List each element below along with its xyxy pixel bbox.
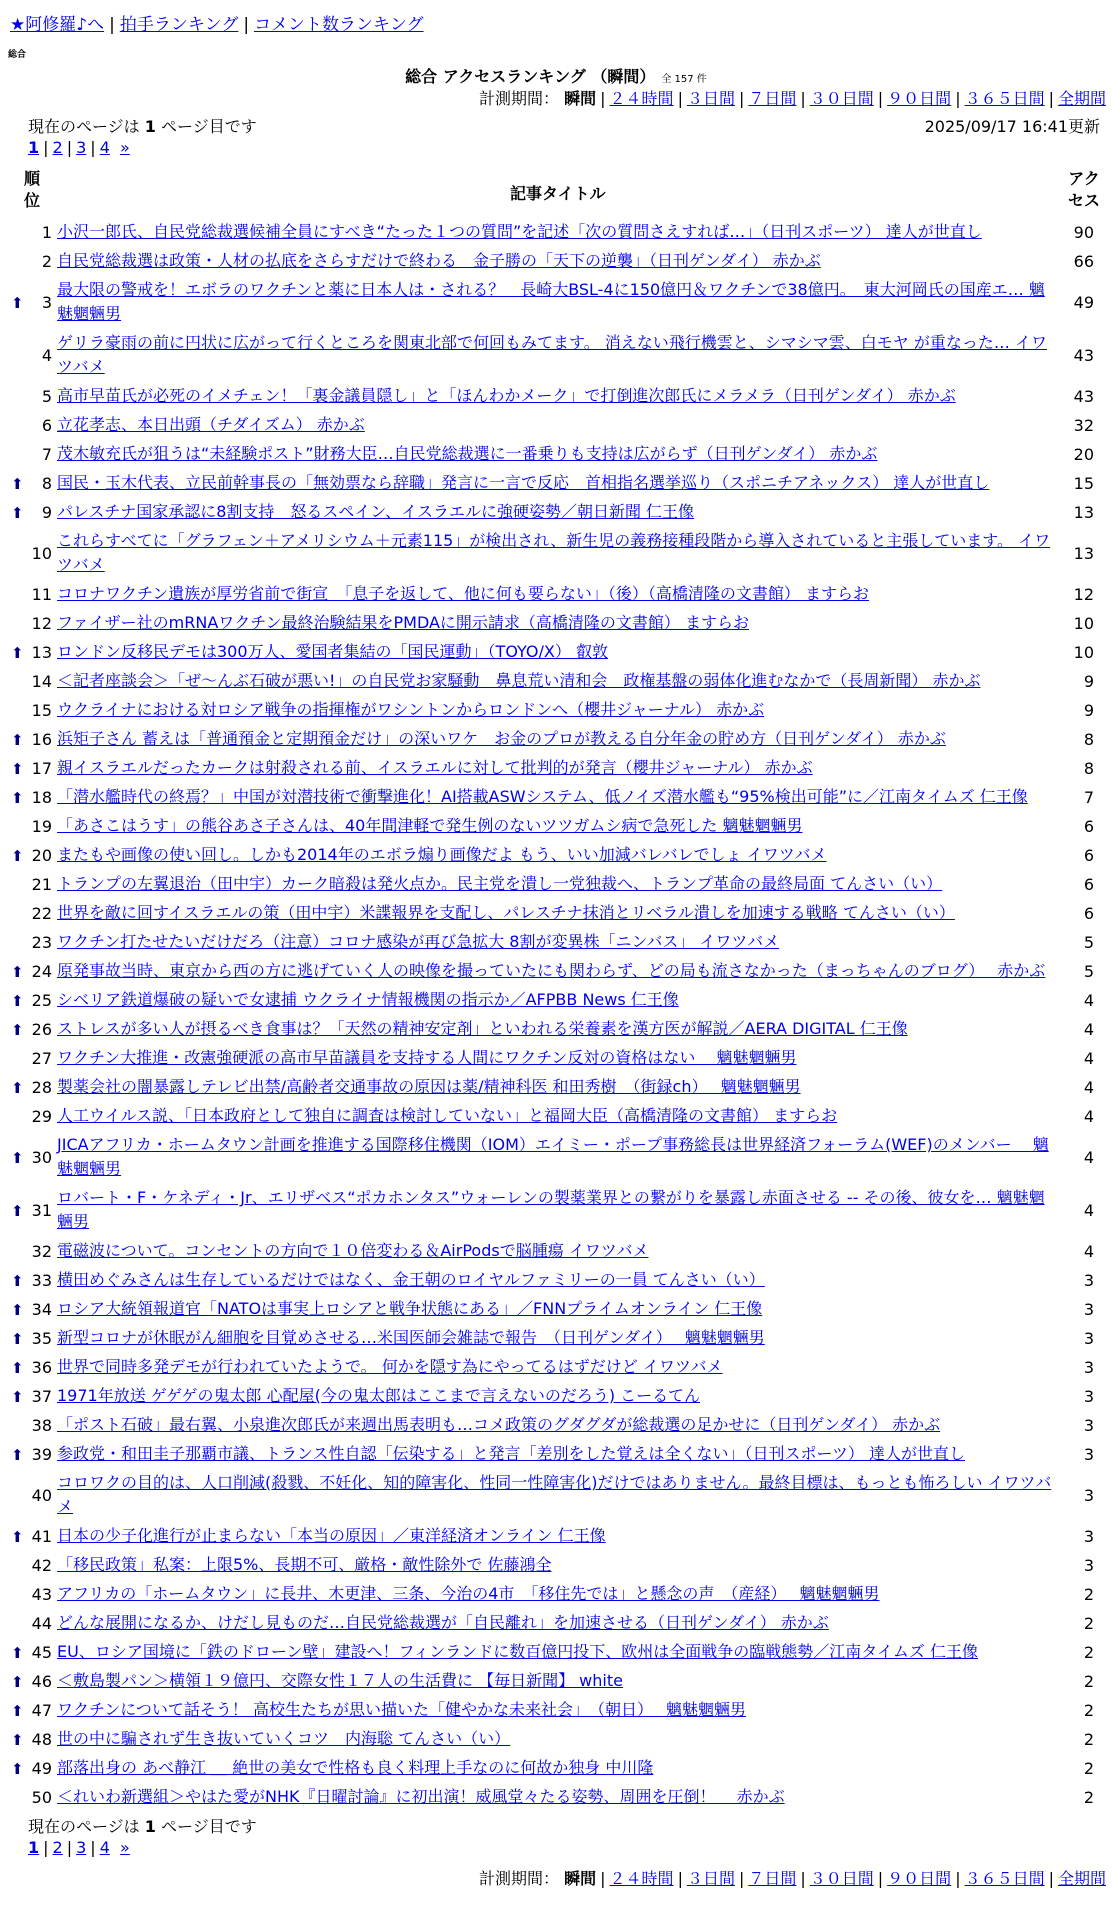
article-title-link[interactable]: 日本の少子化進行が止まらない「本当の原因」／東洋経済オンライン 仁王像 [57, 1526, 606, 1545]
access-count: 3 [1083, 1555, 1094, 1575]
article-title-link[interactable]: 横田めぐみさんは生存しているだけではなく、金王朝のロイヤルファミリーの一員 てんさい（い） [57, 1270, 765, 1289]
rank-up-arrow-icon: ⬆ [11, 730, 24, 749]
article-title-link[interactable]: 自民党総裁選は政策・人材の払底をさらすだけで終わる 金子勝の「天下の逆襲」（日刊ゲンダイ） 赤かぶ [57, 251, 821, 270]
period-selector-top: 計測期間： 瞬間 | ２４時間 | ３日間 | ７日間 | ３０日間 | ９０日間 | ３６５日間 | 全期間 [479, 89, 1106, 108]
article-title-link[interactable]: 製薬会社の闇暴露しテレビ出禁/高齢者交通事故の原因は薬/精神科医 和田秀樹 （街録ch） 魑魅魍魎男 [57, 1077, 801, 1096]
period-current: 瞬間 [564, 89, 597, 108]
rank-up-arrow-icon: ⬆ [11, 503, 24, 522]
period-365d[interactable]: ３６５日間 [964, 89, 1045, 108]
table-row [0, 609, 1112, 638]
table-header [0, 164, 1112, 218]
page-next-link[interactable]: » [120, 138, 130, 157]
article-title-link[interactable]: 世界で同時多発デモが行われていたようで。 何かを隠す為にやってるはずだけど イワツバメ [57, 1357, 723, 1376]
rank-number: 14 [31, 671, 52, 691]
article-title-link[interactable]: 人工ウイルス説、「日本政府として独自に調査は検討していない」と福岡大臣（高橋清隆の文書館） ますらお [57, 1106, 838, 1125]
table-row [0, 1382, 1112, 1411]
period-label: 計測期間： [479, 1869, 560, 1888]
access-count: 6 [1083, 845, 1094, 865]
article-title-link[interactable]: アフリカの「ホームタウン」に長井、木更津、三条、今治の4市 「移住先では」と懸念の声 （産経） 魑魅魍魎男 [57, 1584, 880, 1603]
table-row [0, 1044, 1112, 1073]
table-row [0, 411, 1112, 440]
table-row [0, 1754, 1112, 1783]
table-row [0, 527, 1112, 580]
access-count: 2 [1083, 1584, 1094, 1604]
article-title-link[interactable]: 立花孝志、本日出頭（チダイズム） 赤かぶ [57, 415, 365, 434]
header-title: 記事タイトル [510, 184, 606, 203]
table-row [0, 1324, 1112, 1353]
access-count: 4 [1083, 1200, 1094, 1220]
rank-number: 22 [31, 903, 52, 923]
article-title-link[interactable]: 国民・玉木代表、立民前幹事長の「無効票なら辞職」発言に一言で反応 首相指名選挙巡り（スポニチアネックス） 達人が世直し [57, 473, 990, 492]
period-label: 計測期間： [479, 89, 560, 108]
period-3d[interactable]: ３日間 [686, 1869, 735, 1888]
article-title-link[interactable]: シベリア鉄道爆破の疑いで女逮捕 ウクライナ情報機関の指示か／AFPBB News 仁王像 [57, 990, 679, 1009]
article-title-link[interactable]: 「ポスト石破」最右翼、小泉進次郎氏が来週出馬表明も…コメ政策のグダグダが総裁選の足かせに（日刊ゲンダイ） 赤かぶ [57, 1415, 941, 1434]
article-title-link[interactable]: 小沢一郎氏、自民党総裁選候補全員にすべき“たった１つの質問”を記述「次の質問さえすれば…」（日刊スポーツ） 達人が世直し [57, 222, 982, 241]
article-title-link[interactable]: またもや画像の使い回し。しかも2014年のエボラ煽り画像だよ もう、いい加減バレバレでしょ イワツバメ [57, 845, 827, 864]
table-row [0, 440, 1112, 469]
rank-number: 18 [31, 787, 52, 807]
table-row [0, 1609, 1112, 1638]
rank-number: 4 [41, 345, 52, 365]
rank-number: 37 [31, 1386, 52, 1406]
table-row [0, 638, 1112, 667]
rank-number: 17 [31, 758, 52, 778]
rank-number: 7 [41, 444, 52, 464]
access-count: 3 [1083, 1386, 1094, 1406]
rank-number: 31 [31, 1200, 52, 1220]
article-title-link[interactable]: ゲリラ豪雨の前に円状に広がって行くところを関東北部で何回もみてます。 消えない飛行機雲と、シマシマ雲、白モヤ が重なった… イワツバメ [57, 333, 1047, 376]
article-title-link[interactable]: 新型コロナが休眠がん細胞を目覚めさせる…米国医師会雑誌で報告 （日刊ゲンダイ） 魑魅魍魎男 [57, 1328, 765, 1347]
access-count: 12 [1073, 584, 1094, 604]
access-count: 4 [1083, 1048, 1094, 1068]
table-row [0, 1411, 1112, 1440]
ranking-title: 総合 アクセスランキング （瞬間） [405, 67, 656, 86]
rank-number: 36 [31, 1357, 52, 1377]
period-24h[interactable]: ２４時間 [609, 89, 674, 108]
rank-number: 29 [31, 1106, 52, 1126]
period-7d[interactable]: ７日間 [748, 1869, 797, 1888]
table-row [0, 1469, 1112, 1522]
period-selector-bottom: 計測期間： 瞬間 | ２４時間 | ３日間 | ７日間 | ３０日間 | ９０日間 | ３６５日間 | 全期間 [479, 1869, 1106, 1888]
table-row [0, 1783, 1112, 1812]
access-count: 3 [1083, 1328, 1094, 1348]
article-title-link[interactable]: 部落出身の あべ静江 ＿ 絶世の美女で性格も良く料理上手なのに何故か独身 中川隆 [57, 1758, 654, 1777]
total-count: 全 157 件 [661, 74, 707, 85]
rank-up-arrow-icon: ⬆ [11, 1672, 24, 1691]
table-row [0, 469, 1112, 498]
access-count: 2 [1083, 1671, 1094, 1691]
page-link-2[interactable]: 2 [52, 1838, 63, 1857]
rank-up-arrow-icon: ⬆ [11, 1148, 24, 1167]
period-90d[interactable]: ９０日間 [887, 1869, 952, 1888]
access-count: 43 [1073, 345, 1094, 365]
article-title-link[interactable]: 「潜水艦時代の終焉？」中国が対潜技術で衝撃進化！AI搭載ASWシステム、低ノイズ潜水艦も“95%検出可能”に／江南タイムズ 仁王像 [57, 787, 1028, 806]
article-title-link[interactable]: 最大限の警戒を！エボラのワクチンと薬に日本人は・される？ 長崎大BSL-4に150億円＆ワクチンで38億円。 東大河岡氏の国産エ… 魑魅魍魎男 [57, 280, 1045, 323]
table-row [0, 1667, 1112, 1696]
period-30d[interactable]: ３０日間 [809, 89, 874, 108]
rank-up-arrow-icon: ⬆ [11, 1643, 24, 1662]
rank-number: 20 [31, 845, 52, 865]
category-tag: 総合 [8, 50, 27, 60]
rank-number: 38 [31, 1415, 52, 1435]
table-row [0, 1580, 1112, 1609]
access-count: 15 [1073, 473, 1094, 493]
access-count: 6 [1083, 874, 1094, 894]
rank-number: 9 [41, 502, 52, 522]
period-all[interactable]: 全期間 [1057, 1869, 1106, 1888]
access-count: 20 [1073, 444, 1094, 464]
access-count: 13 [1073, 543, 1094, 563]
access-count: 66 [1073, 251, 1094, 271]
table-row [0, 1440, 1112, 1469]
rank-number: 19 [31, 816, 52, 836]
ranking-list [0, 218, 1112, 1812]
page-link-4[interactable]: 4 [99, 138, 110, 157]
rank-up-arrow-icon: ⬆ [11, 1759, 24, 1778]
access-count: 6 [1083, 903, 1094, 923]
access-count: 6 [1083, 816, 1094, 836]
rank-number: 45 [31, 1642, 52, 1662]
table-row [0, 1015, 1112, 1044]
rank-up-arrow-icon: ⬆ [11, 991, 24, 1010]
table-row [0, 986, 1112, 1015]
rank-number: 16 [31, 729, 52, 749]
article-title-link[interactable]: ワクチンについて話そう！ 高校生たちが思い描いた「健やかな未来社会」 （朝日） 魑魅魍魎男 [57, 1700, 747, 1719]
access-count: 4 [1083, 1147, 1094, 1167]
article-title-link[interactable]: 世界を敵に回すイスラエルの策（田中宇）米諜報界を支配し、パレスチナ抹消とリベラル潰しを加速する戦略 てんさい（い） [57, 903, 955, 922]
table-row [0, 957, 1112, 986]
separator: | [109, 15, 115, 35]
rank-up-arrow-icon: ⬆ [11, 788, 24, 807]
access-count: 8 [1083, 729, 1094, 749]
access-count: 2 [1083, 1613, 1094, 1633]
rank-number: 15 [31, 700, 52, 720]
rank-number: 10 [31, 543, 52, 563]
period-current: 瞬間 [564, 1869, 597, 1888]
period-365d[interactable]: ３６５日間 [964, 1869, 1045, 1888]
rank-number: 32 [31, 1241, 52, 1261]
article-title-link[interactable]: ウクライナにおける対ロシア戦争の指揮権がワシントンからロンドンへ（櫻井ジャーナル） 赤かぶ [57, 700, 765, 719]
table-row [0, 1295, 1112, 1324]
current-page-text-bottom: 現在のページは 1 ページ目です [28, 1817, 257, 1836]
table-row [0, 498, 1112, 527]
rank-up-arrow-icon: ⬆ [11, 1701, 24, 1720]
article-title-link[interactable]: 「あさこはうす」の熊谷あさ子さんは、40年間津軽で発生例のないツツガムシ病で急死した 魑魅魍魎男 [57, 816, 803, 835]
rank-up-arrow-icon: ⬆ [11, 1300, 24, 1319]
article-title-link[interactable]: 高市早苗氏が必死のイメチェン！「裏金議員隠し」と「ほんわかメーク」で打倒進次郎氏にメラメラ（日刊ゲンダイ） 赤かぶ [57, 386, 956, 405]
rank-number: 5 [41, 386, 52, 406]
table-row [0, 1266, 1112, 1295]
header-access: アクセス [1067, 169, 1100, 210]
access-count: 4 [1083, 1106, 1094, 1126]
access-count: 3 [1083, 1485, 1094, 1505]
access-count: 9 [1083, 671, 1094, 691]
article-title-link[interactable]: コロワクの目的は、人口削減(殺戮、不妊化、知的障害化、性同一性障害化)だけではありません。最終目標は、もっとも怖ろしい イワツバメ [57, 1473, 1052, 1516]
article-title-link[interactable]: ワクチン大推進・改憲強硬派の高市早苗議員を支持する人間にワクチン反対の資格はない 魑魅魍魎男 [57, 1048, 797, 1067]
rank-number: 27 [31, 1048, 52, 1068]
access-count: 2 [1083, 1787, 1094, 1807]
article-title-link[interactable]: ファイザー社のmRNAワクチン最終治験結果をPMDAに開示請求（高橋清隆の文書館） ますらお [57, 613, 750, 632]
article-title-link[interactable]: ＜れいわ新選組＞やはた愛がNHK『日曜討論』に初出演！威風堂々たる姿勢、周囲を圧倒！ 赤かぶ [57, 1787, 785, 1806]
table-row [0, 1353, 1112, 1382]
rank-up-arrow-icon: ⬆ [11, 643, 24, 662]
rank-number: 46 [31, 1671, 52, 1691]
rank-number: 43 [31, 1584, 52, 1604]
access-count: 13 [1073, 502, 1094, 522]
period-24h[interactable]: ２４時間 [609, 1869, 674, 1888]
table-row [0, 1073, 1112, 1102]
table-row [0, 899, 1112, 928]
access-count: 3 [1083, 1270, 1094, 1290]
table-row [0, 1638, 1112, 1667]
access-count: 4 [1083, 990, 1094, 1010]
pager-bottom: 1 | 2 | 3 | 4 » [28, 1838, 130, 1857]
article-title-link[interactable]: 電磁波について。コンセントの方向で１０倍変わる＆AirPodsで脳腫瘍 イワツバメ [57, 1241, 649, 1260]
page-link-3[interactable]: 3 [76, 1838, 87, 1857]
top-links [10, 10, 424, 35]
rank-up-arrow-icon: ⬆ [11, 474, 24, 493]
article-title-link[interactable]: コロナワクチン遺族が厚労省前で街宣 「息子を返して、他に何も要らない」（後）（高橋清隆の文書館） ますらお [57, 584, 869, 603]
period-3d[interactable]: ３日間 [686, 89, 735, 108]
page-link-2[interactable]: 2 [52, 138, 63, 157]
access-count: 32 [1073, 415, 1094, 435]
pager-top: 1 | 2 | 3 | 4 » [28, 138, 130, 157]
article-title-link[interactable]: どんな展開になるか、けだし見ものだ…自民党総裁選が「自民離れ」を加速させる（日刊ゲンダイ） 赤かぶ [57, 1613, 829, 1632]
access-count: 3 [1083, 1526, 1094, 1546]
header-rank: 順位 [23, 169, 40, 210]
access-count: 3 [1083, 1299, 1094, 1319]
article-title-link[interactable]: これらすべてに「グラフェン＋アメリシウム＋元素115」が検出され、新生児の義務接種段階から導入されていると主張しています。 イワツバメ [57, 531, 1051, 574]
rank-number: 24 [31, 961, 52, 981]
rank-up-arrow-icon: ⬆ [11, 1445, 24, 1464]
page-link-3[interactable]: 3 [76, 138, 87, 157]
table-row [0, 928, 1112, 957]
rank-number: 3 [41, 292, 52, 312]
rank-number: 8 [41, 473, 52, 493]
access-count: 10 [1073, 613, 1094, 633]
rank-number: 48 [31, 1729, 52, 1749]
access-count: 43 [1073, 386, 1094, 406]
article-title-link[interactable]: ロンドン反移民デモは300万人、愛国者集結の「国民運動」（TOYO/X） 叡敦 [57, 642, 608, 661]
rank-up-arrow-icon: ⬆ [11, 846, 24, 865]
table-row [0, 1184, 1112, 1237]
access-count: 3 [1083, 1415, 1094, 1435]
access-count: 3 [1083, 1444, 1094, 1464]
rank-number: 35 [31, 1328, 52, 1348]
article-title-link[interactable]: 原発事故当時、東京から西の方に逃げていく人の映像を撮っていたにも関わらず、どの局も流さなかった（まっちゃんのブログ） 赤かぶ [57, 961, 1046, 980]
rank-up-arrow-icon: ⬆ [11, 1387, 24, 1406]
article-title-link[interactable]: ロバート・F・ケネディ・Jr、エリザベス“ポカホンタス”ウォーレンの製薬業界との繋がりを暴露し赤面させる -- その後、彼女を… 魑魅魍魎男 [57, 1188, 1045, 1231]
page-link-current[interactable]: 1 [28, 1838, 40, 1857]
table-row [0, 247, 1112, 276]
article-title-link[interactable]: 「移民政策」私案：上限5%、長期不可、厳格・敵性除外で 佐藤鴻全 [57, 1555, 552, 1574]
page-link-current[interactable]: 1 [28, 138, 40, 157]
rank-up-arrow-icon: ⬆ [11, 1527, 24, 1546]
access-count: 3 [1083, 1357, 1094, 1377]
rank-number: 47 [31, 1700, 52, 1720]
access-count: 5 [1083, 932, 1094, 952]
article-title-link[interactable]: 参政党・和田圭子那覇市議、トランス性自認「伝染する」と発言「差別をした覚えは全くない」（日刊スポーツ） 達人が世直し [57, 1444, 965, 1463]
rank-number: 1 [41, 222, 52, 242]
table-row [0, 696, 1112, 725]
rank-number: 6 [41, 415, 52, 435]
page-title [0, 64, 1112, 87]
table-row [0, 276, 1112, 329]
rank-up-arrow-icon: ⬆ [11, 1358, 24, 1377]
table-row [0, 1551, 1112, 1580]
access-count: 4 [1083, 1241, 1094, 1261]
table-row [0, 667, 1112, 696]
article-title-link[interactable]: パレスチナ国家承認に8割支持 怒るスペイン、イスラエルに強硬姿勢／朝日新聞 仁王像 [57, 502, 695, 521]
rank-number: 30 [31, 1147, 52, 1167]
rank-number: 25 [31, 990, 52, 1010]
current-page-text-top: 現在のページは 1 ページ目です [28, 117, 257, 136]
table-row [0, 1237, 1112, 1266]
article-title-link[interactable]: 茂木敏充氏が狙うは“未経験ポスト”財務大臣…自民党総裁選に一番乗りも支持は広がらず（日刊ゲンダイ） 赤かぶ [57, 444, 878, 463]
rank-number: 40 [31, 1485, 52, 1505]
access-count: 2 [1083, 1642, 1094, 1662]
access-count: 90 [1073, 222, 1094, 242]
rank-up-arrow-icon: ⬆ [11, 1730, 24, 1749]
rank-number: 42 [31, 1555, 52, 1575]
rank-up-arrow-icon: ⬆ [11, 962, 24, 981]
access-count: 8 [1083, 758, 1094, 778]
article-title-link[interactable]: トランプの左翼退治（田中宇）カーク暗殺は発火点か。民主党を潰し一党独裁へ、トランプ革命の最終局面 てんさい（い） [57, 874, 943, 893]
access-count: 7 [1083, 787, 1094, 807]
article-title-link[interactable]: 世の中に騙されず生き抜いていくコツ 内海聡 てんさい（い） [57, 1729, 511, 1748]
link-comment-ranking[interactable]: コメント数ランキング [254, 15, 424, 35]
table-row [0, 329, 1112, 382]
page-next-link[interactable]: » [120, 1838, 130, 1857]
access-count: 4 [1083, 1019, 1094, 1039]
article-title-link[interactable]: ＜敷島製パン＞横領１９億円、交際女性１７人の生活費に 【毎日新聞】 white [57, 1671, 623, 1690]
table-row [0, 841, 1112, 870]
access-count: 5 [1083, 961, 1094, 981]
access-count: 2 [1083, 1700, 1094, 1720]
rank-up-arrow-icon: ⬆ [11, 1078, 24, 1097]
article-title-link[interactable]: ロシア大統領報道官「NATOは事実上ロシアと戦争状態にある」／FNNプライムオンライン 仁王像 [57, 1299, 763, 1318]
access-count: 2 [1083, 1758, 1094, 1778]
access-count: 10 [1073, 642, 1094, 662]
article-title-link[interactable]: 浜矩子さん 蓄えは「普通預金と定期預金だけ」の深いワケ お金のプロが教える自分年金の貯め方（日刊ゲンダイ） 赤かぶ [57, 729, 946, 748]
access-count: 49 [1073, 292, 1094, 312]
rank-number: 50 [31, 1787, 52, 1807]
article-title-link[interactable]: 1971年放送 ゲゲゲの鬼太郎 心配屋(今の鬼太郎はここまで言えないのだろう) こーるてん [57, 1386, 701, 1405]
access-count: 4 [1083, 1077, 1094, 1097]
period-all[interactable]: 全期間 [1057, 89, 1106, 108]
rank-number: 21 [31, 874, 52, 894]
table-row [0, 725, 1112, 754]
rank-up-arrow-icon: ⬆ [11, 1271, 24, 1290]
access-count: 9 [1083, 700, 1094, 720]
rank-number: 13 [31, 642, 52, 662]
article-title-link[interactable]: EU、ロシア国境に「鉄のドローン壁」建設へ！フィンランドに数百億円投下、欧州は全面戦争の臨戦態勢／江南タイムズ 仁王像 [57, 1642, 978, 1661]
article-title-link[interactable]: JICAアフリカ・ホームタウン計画を推進する国際移住機関（IOM）エイミー・ポープ事務総長は世界経済フォーラム(WEF)のメンバー 魑魅魍魎男 [57, 1135, 1049, 1178]
table-row [0, 218, 1112, 247]
rank-number: 44 [31, 1613, 52, 1633]
table-row [0, 1725, 1112, 1754]
rank-up-arrow-icon: ⬆ [11, 1329, 24, 1348]
rank-up-arrow-icon: ⬆ [11, 759, 24, 778]
link-applause-ranking[interactable]: 拍手ランキング [119, 15, 239, 35]
table-row [0, 1131, 1112, 1184]
period-90d[interactable]: ９０日間 [887, 89, 952, 108]
table-row [0, 754, 1112, 783]
period-30d[interactable]: ３０日間 [809, 1869, 874, 1888]
rank-number: 11 [31, 584, 52, 604]
rank-up-arrow-icon: ⬆ [11, 1201, 24, 1220]
rank-number: 28 [31, 1077, 52, 1097]
table-row [0, 382, 1112, 411]
rank-number: 26 [31, 1019, 52, 1039]
period-7d[interactable]: ７日間 [748, 89, 797, 108]
table-row [0, 870, 1112, 899]
table-row [0, 1102, 1112, 1131]
rank-number: 33 [31, 1270, 52, 1290]
rank-number: 41 [31, 1526, 52, 1546]
rank-up-arrow-icon: ⬆ [11, 1020, 24, 1039]
rank-up-arrow-icon: ⬆ [11, 293, 24, 312]
table-row [0, 1696, 1112, 1725]
access-count: 2 [1083, 1729, 1094, 1749]
rank-number: 39 [31, 1444, 52, 1464]
rank-number: 23 [31, 932, 52, 952]
rank-number: 12 [31, 613, 52, 633]
article-title-link[interactable]: ＜記者座談会＞「ぜ～んぶ石破が悪い!」の自民党お家騒動 鼻息荒い清和会 政権基盤の弱体化進むなかで（長周新聞） 赤かぶ [57, 671, 981, 690]
table-row [0, 812, 1112, 841]
article-title-link[interactable]: ワクチン打たせたいだけだろ（注意）コロナ感染が再び急拡大 8割が変異株「ニンバス」 イワツバメ [57, 932, 780, 951]
link-asyura-home[interactable]: ★阿修羅♪へ [10, 15, 105, 35]
page-link-4[interactable]: 4 [99, 1838, 110, 1857]
table-row [0, 580, 1112, 609]
article-title-link[interactable]: 親イスラエルだったカークは射殺される前、イスラエルに対して批判的が発言（櫻井ジャーナル） 赤かぶ [57, 758, 813, 777]
rank-number: 34 [31, 1299, 52, 1319]
table-row [0, 783, 1112, 812]
rank-number: 49 [31, 1758, 52, 1778]
separator: | [243, 15, 250, 35]
table-row [0, 1522, 1112, 1551]
updated-timestamp: 2025/09/17 16:41更新 [924, 117, 1100, 136]
article-title-link[interactable]: ストレスが多い人が摂るべき食事は？「天然の精神安定剤」といわれる栄養素を漢方医が解説／AERA DIGITAL 仁王像 [57, 1019, 908, 1038]
rank-number: 2 [41, 251, 52, 271]
